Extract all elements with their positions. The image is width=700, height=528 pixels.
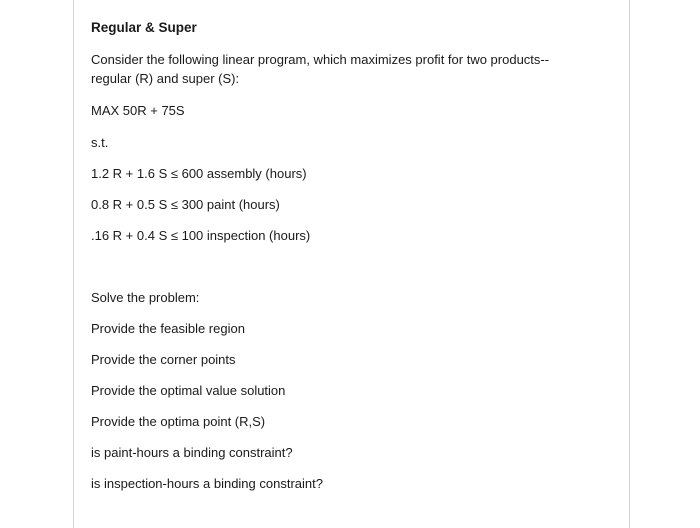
subject-to-label: s.t.: [91, 135, 109, 150]
task-inspection-binding: is inspection-hours a binding constraint?: [91, 476, 323, 491]
intro-line-1: Consider the following linear program, which maximizes profit for two products--: [91, 52, 550, 67]
task-feasible-region: Provide the feasible region: [91, 321, 245, 336]
objective-function: MAX 50R + 75S: [91, 103, 185, 118]
intro-line-2: regular (R) and super (S):: [91, 71, 240, 86]
task-paint-binding: is paint-hours a binding constraint?: [91, 445, 293, 460]
constraint-assembly: 1.2 R + 1.6 S ≤ 600 assembly (hours): [91, 166, 307, 181]
constraint-inspection: .16 R + 0.4 S ≤ 100 inspection (hours): [91, 228, 311, 243]
constraint-paint: 0.8 R + 0.5 S ≤ 300 paint (hours): [91, 197, 280, 212]
task-optimal-value: Provide the optimal value solution: [91, 383, 286, 398]
task-optimal-point: Provide the optima point (R,S): [91, 414, 266, 429]
task-corner-points: Provide the corner points: [91, 352, 236, 367]
document-title: Regular & Super: [91, 20, 197, 35]
task-solve: Solve the problem:: [91, 290, 200, 305]
